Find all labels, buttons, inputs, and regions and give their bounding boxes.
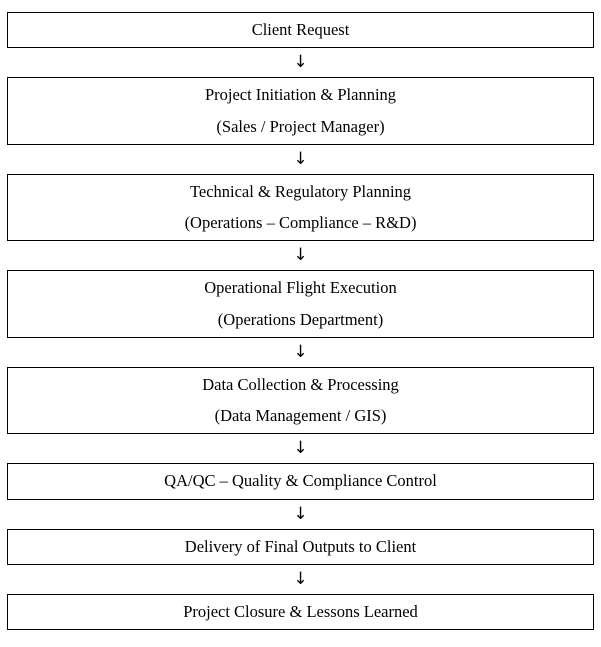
- flow-node-technical-regulatory-planning: [7, 174, 594, 242]
- flow-arrow-down-icon: ↓: [293, 245, 308, 266]
- flow-arrow-down-icon: ↓: [293, 568, 308, 589]
- flow-node-project-initiation-planning: [7, 77, 594, 145]
- flow-node-data-collection-processing: [7, 367, 594, 435]
- flow-node-title: Client Request: [251, 20, 350, 39]
- flow-node-subtitle: (Data Management / GIS): [214, 406, 387, 426]
- flow-node-client-request: [7, 12, 594, 48]
- flow-node-title: Project Initiation & Planning: [204, 85, 397, 105]
- flow-node-project-closure-lessons-learned: [7, 594, 594, 630]
- flow-arrow-down-icon: ↓: [293, 341, 308, 362]
- flow-node-qa-qc-quality-compliance-control: [7, 463, 594, 499]
- flow-arrow-down-icon: ↓: [293, 438, 308, 459]
- flow-node-subtitle: (Operations – Compliance – R&D): [184, 213, 417, 233]
- flow-node-subtitle: (Sales / Project Manager): [216, 116, 385, 136]
- flow-arrow-down-icon: ↓: [293, 503, 308, 524]
- flow-node-title: Technical & Regulatory Planning: [189, 181, 412, 201]
- flow-node-operational-flight-execution: [7, 270, 594, 338]
- flow-arrow-down-icon: ↓: [293, 52, 308, 73]
- flow-node-title: Data Collection & Processing: [202, 374, 399, 394]
- flow-node-subtitle: (Operations Department): [217, 309, 384, 329]
- flow-node-title: Project Closure & Lessons Learned: [183, 601, 418, 621]
- flow-node-title: Delivery of Final Outputs to Client: [184, 536, 417, 556]
- flow-node-title: QA/QC – Quality & Compliance Control: [164, 471, 437, 491]
- flow-arrow-down-icon: ↓: [293, 148, 308, 169]
- flow-node-delivery-final-outputs: [7, 529, 594, 565]
- flow-node-title: Operational Flight Execution: [204, 278, 397, 298]
